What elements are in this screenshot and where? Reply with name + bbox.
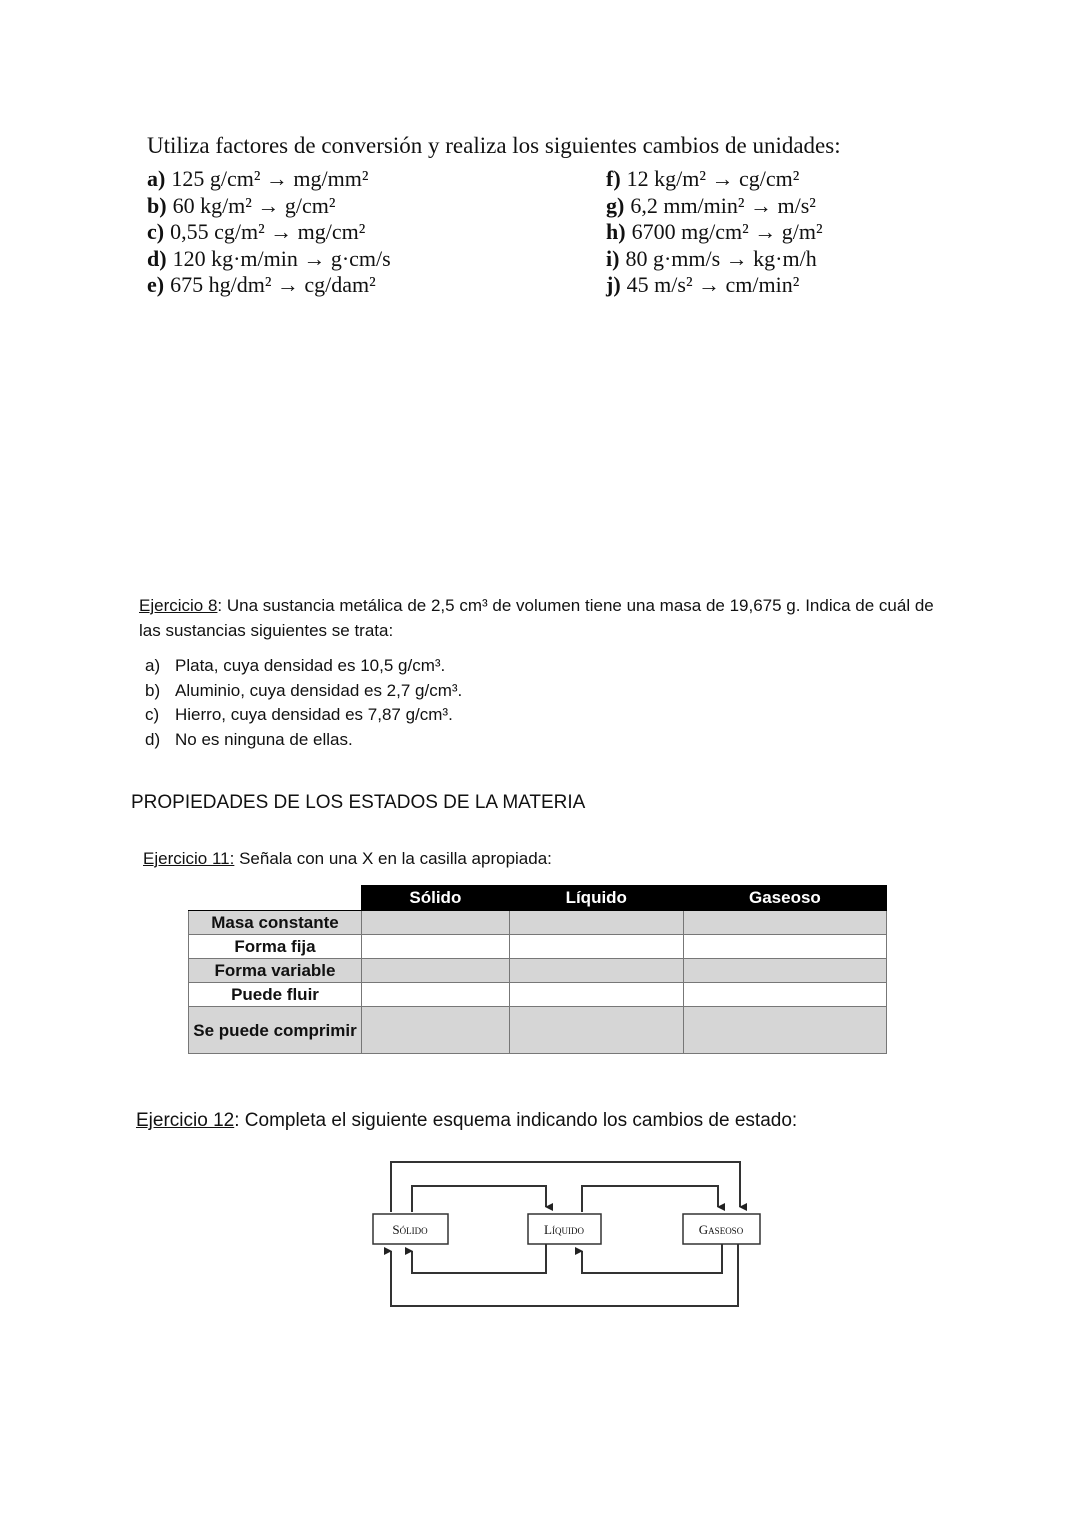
- conversion-item-e: [147, 272, 391, 299]
- item-letter: b): [147, 192, 167, 218]
- item-letter: f): [606, 166, 621, 191]
- option-letter: c): [145, 705, 160, 724]
- item-text: 80 g·mm/s → kg·m/h: [625, 245, 817, 271]
- item-letter: j): [606, 272, 621, 297]
- conversion-item-a: [147, 166, 391, 193]
- row-label: Forma fija: [189, 935, 362, 959]
- liquid-label: Líquido: [544, 1222, 584, 1237]
- table-row: [189, 959, 887, 983]
- ejercicio-11-statement: [143, 849, 552, 869]
- answer-cell[interactable]: [362, 959, 510, 983]
- item-text: 125 g/cm² → mg/mm²: [171, 166, 369, 191]
- option-c: [145, 703, 462, 728]
- answer-cell[interactable]: [683, 911, 886, 935]
- item-letter: c): [147, 219, 165, 244]
- solid-label: Sólido: [392, 1222, 428, 1237]
- column-header-gaseoso: Gaseoso: [683, 886, 886, 911]
- item-text: 6700 mg/cm² → g/m²: [631, 219, 823, 244]
- item-letter: i): [606, 245, 620, 271]
- item-letter: d): [147, 245, 167, 271]
- conversions-title: Utiliza factores de conversión y realiza los siguientes cambios de unidades:: [147, 133, 841, 158]
- conversions-right-column: [606, 166, 823, 299]
- ejercicio-12-statement: [136, 1110, 797, 1132]
- table-row: [189, 911, 887, 935]
- item-text: 60 kg/m² → g/cm²: [172, 192, 336, 218]
- gas-label: Gaseoso: [698, 1222, 744, 1237]
- answer-cell[interactable]: [362, 1007, 510, 1054]
- option-letter: a): [145, 656, 161, 675]
- item-letter: a): [147, 166, 166, 191]
- answer-cell[interactable]: [509, 983, 683, 1007]
- row-label: Se puede comprimir: [189, 1007, 362, 1054]
- item-text: 0,55 cg/m² → mg/cm²: [170, 219, 366, 244]
- answer-cell[interactable]: [362, 911, 510, 935]
- option-text: Plata, cuya densidad es 10,5 g/cm³.: [175, 656, 446, 675]
- table-header-row: [189, 886, 887, 911]
- states-properties-table: [188, 885, 887, 1054]
- answer-cell[interactable]: [683, 983, 886, 1007]
- ejercicio-8-text: : Una sustancia metálica de 2,5 cm³ de volumen tiene una masa de 19,675 g. Indica de cuál de las sustancias siguientes se trata:: [139, 596, 934, 640]
- conversion-item-i: [606, 246, 823, 273]
- column-header-solido: Sólido: [362, 886, 510, 911]
- table-row: [189, 1007, 887, 1054]
- ejercicio-11-text: Señala con una X en la casilla apropiada:: [234, 849, 552, 868]
- arrow-gas-to-liquid: [582, 1244, 722, 1273]
- conversion-item-g: [606, 193, 823, 220]
- row-label: Puede fluir: [189, 983, 362, 1007]
- conversion-item-h: [606, 219, 823, 246]
- answer-cell[interactable]: [509, 911, 683, 935]
- item-text: 675 hg/dm² → cg/dam²: [170, 272, 376, 297]
- option-text: Aluminio, cuya densidad es 2,7 g/cm³.: [175, 680, 463, 700]
- item-letter: g): [606, 192, 625, 218]
- conversion-item-f: [606, 166, 823, 193]
- answer-cell[interactable]: [362, 935, 510, 959]
- section-heading: PROPIEDADES DE LOS ESTADOS DE LA MATERIA: [131, 792, 586, 813]
- option-b: [145, 679, 462, 704]
- option-letter: d): [145, 729, 161, 749]
- item-text: 45 m/s² → cm/min²: [626, 272, 800, 297]
- ejercicio-8-statement: [139, 593, 959, 643]
- table-row: [189, 935, 887, 959]
- answer-cell[interactable]: [509, 1007, 683, 1054]
- item-letter: h): [606, 219, 626, 244]
- arrow-liquid-to-gas: [582, 1186, 718, 1212]
- ejercicio-8-options: [145, 654, 462, 752]
- arrow-solid-to-liquid: [412, 1186, 546, 1212]
- answer-cell[interactable]: [509, 959, 683, 983]
- ejercicio-12-text: : Completa el siguiente esquema indicando los cambios de estado:: [234, 1110, 798, 1131]
- column-header-liquido: Líquido: [509, 886, 683, 911]
- option-text: No es ninguna de ellas.: [175, 729, 353, 749]
- conversions-left-column: [147, 166, 391, 299]
- conversion-item-c: [147, 219, 391, 246]
- answer-cell[interactable]: [683, 959, 886, 983]
- answer-cell[interactable]: [362, 983, 510, 1007]
- item-text: 120 kg·m/min → g·cm/s: [172, 245, 391, 271]
- item-letter: e): [147, 272, 165, 297]
- item-text: 12 kg/m² → cg/cm²: [626, 166, 800, 191]
- answer-cell[interactable]: [509, 935, 683, 959]
- answer-cell[interactable]: [683, 1007, 886, 1054]
- state-changes-diagram: [360, 1155, 780, 1315]
- option-text: Hierro, cuya densidad es 7,87 g/cm³.: [175, 705, 453, 724]
- ejercicio-8-label: Ejercicio 8: [139, 596, 218, 615]
- row-label: Masa constante: [189, 911, 362, 935]
- conversion-item-d: [147, 246, 391, 273]
- conversion-item-j: [606, 272, 823, 299]
- arrow-gas-to-solid: [391, 1244, 738, 1306]
- option-a: [145, 654, 462, 679]
- ejercicio-12-label: Ejercicio 12: [136, 1110, 235, 1131]
- table-corner-cell: [189, 886, 362, 911]
- ejercicio-11-label: Ejercicio 11:: [143, 849, 235, 868]
- row-label: Forma variable: [189, 959, 362, 983]
- option-d: [145, 728, 462, 753]
- answer-cell[interactable]: [683, 935, 886, 959]
- item-text: 6,2 mm/min² → m/s²: [630, 192, 816, 218]
- conversion-item-b: [147, 193, 391, 220]
- table-row: [189, 983, 887, 1007]
- arrow-liquid-to-solid: [412, 1244, 546, 1273]
- option-letter: b): [145, 680, 161, 700]
